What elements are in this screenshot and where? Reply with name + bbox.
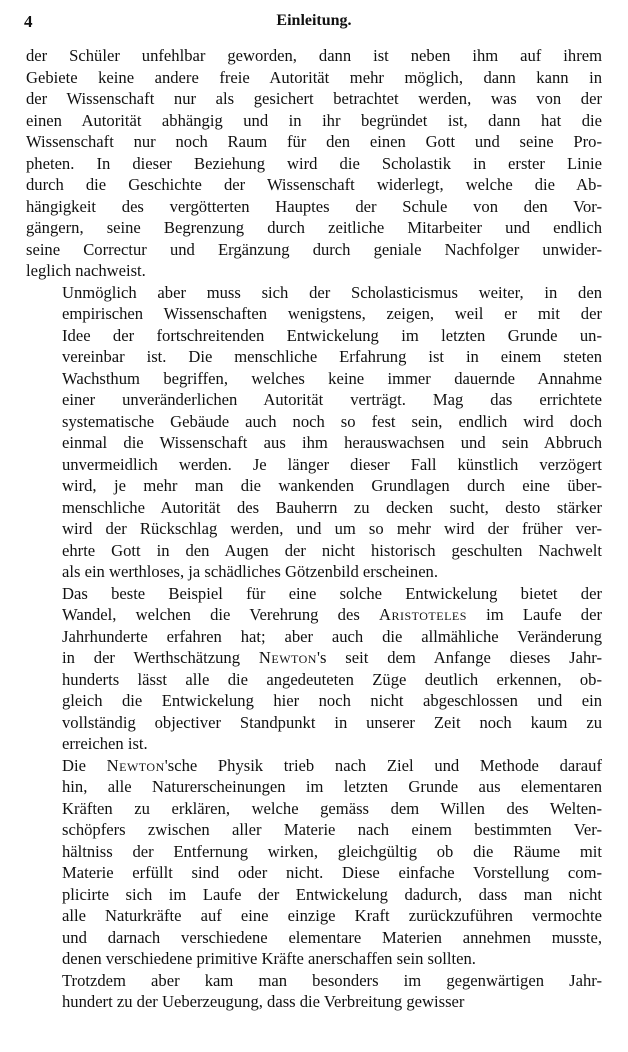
text-line [26, 131, 602, 153]
text-line [26, 303, 602, 325]
text-segment: alle Naturkräfte auf eine einzige Kraft zurückzuführen vermochte [62, 906, 602, 925]
text-segment: Gebiete keine andere freie Autorität mehr möglich, dann kann in [26, 67, 602, 87]
text-segment: in der Werthschätzung [62, 648, 259, 667]
text-line [26, 604, 602, 626]
small-caps-name: Aristoteles [379, 605, 467, 624]
text-line [26, 755, 602, 777]
text-line [26, 647, 602, 669]
text-line [26, 626, 602, 648]
body-text [26, 45, 602, 1013]
text-segment: hundert zu der Ueberzeugung, dass die Verbreitung gewisser [62, 992, 465, 1011]
small-caps-name: Newton [258, 648, 317, 667]
text-line [26, 88, 602, 110]
text-line [26, 260, 602, 282]
text-line [26, 110, 602, 132]
page-header [24, 12, 604, 34]
text-segment: wird, je mehr man die wankenden Grundlagen durch eine über- [62, 476, 602, 495]
text-line [26, 454, 602, 476]
text-line [26, 690, 602, 712]
text-segment: erreichen ist. [62, 734, 148, 753]
paragraph [26, 282, 602, 583]
text-line [26, 346, 602, 368]
text-segment: Materie erfüllt sind oder nicht. Diese einfache Vorstellung com- [62, 863, 602, 882]
text-line [26, 153, 602, 175]
text-line [26, 798, 602, 820]
text-segment: seine Correctur und Ergänzung durch geniale Nachfolger unwider- [26, 239, 602, 259]
text-segment: der Schüler unfehlbar geworden, dann ist neben ihm auf ihrem [26, 46, 602, 65]
paragraph [26, 755, 602, 970]
text-line [26, 174, 602, 196]
text-segment: unvermeidlich werden. Je länger dieser Fall künstlich verzögert [62, 454, 602, 474]
text-line [26, 432, 602, 454]
text-line [26, 561, 602, 583]
text-segment: Jahrhunderte erfahren hat; aber auch die allmähliche Veränderung [62, 626, 602, 646]
small-caps-name: Newton [106, 755, 165, 775]
text-segment: wird der Rückschlag werden, und um so mehr wird der früher ver- [62, 519, 602, 538]
text-line [26, 196, 602, 218]
text-line [26, 991, 602, 1013]
text-segment: Idee der fortschreitenden Entwickelung im letzten Grunde un- [62, 325, 602, 345]
text-line [26, 282, 602, 304]
text-segment: und darnach verschiedene elementare Materien annehmen musste, [62, 927, 602, 947]
text-line [26, 733, 602, 755]
text-segment: Wachsthum begriffen, welches keine immer dauernde Annahme [62, 368, 602, 388]
paragraph [26, 970, 602, 1013]
text-segment: ehrte Gott in den Augen der nicht historisch geschulten Nachwelt [62, 540, 602, 560]
text-segment: Wissenschaft nur noch Raum für den einen Gott und seine Pro- [26, 132, 602, 151]
text-segment: Kräften zu erklären, welche gemäss dem Willen des Welten- [62, 798, 602, 818]
text-line [26, 368, 602, 390]
text-line [26, 948, 602, 970]
text-segment: einen Autorität abhängig und in ihr begründet ist, dann hat die [26, 110, 602, 130]
text-segment: gängern, seine Begrenzung durch zeitliche Mitarbeiter und endlich [26, 218, 602, 237]
text-line [26, 927, 602, 949]
text-segment: als ein werthloses, ja schädliches Götzenbild erscheinen. [62, 562, 439, 581]
text-line [26, 841, 602, 863]
text-segment: hunderts lässt alle die angedeuteten Züge deutlich erkennen, ob- [62, 669, 602, 689]
text-line [26, 67, 602, 89]
text-segment: hältniss der Entfernung wirken, gleichgültig ob die Räume mit [62, 841, 602, 861]
text-line [26, 325, 602, 347]
text-segment: vereinbar ist. Die menschliche Erfahrung ist in einem steten [62, 347, 602, 366]
text-line [26, 905, 602, 927]
text-segment: schöpfers zwischen aller Materie nach einem bestimmten Ver- [62, 820, 602, 839]
text-line [26, 475, 602, 497]
text-line [26, 518, 602, 540]
text-segment: hin, alle Naturerscheinungen im letzten Grunde aus elementaren [62, 777, 602, 796]
text-line [26, 970, 602, 992]
text-line [26, 389, 602, 411]
text-segment: plicirte sich im Laufe der Entwickelung dadurch, dass man nicht [62, 884, 602, 904]
text-segment: durch die Geschichte der Wissenschaft widerlegt, welche die Ab- [26, 175, 602, 194]
text-segment: Unmöglich aber muss sich der Scholasticismus weiter, in den [62, 282, 602, 302]
text-segment: einmal die Wissenschaft aus ihm herauswachsen und sein Abbruch [62, 433, 602, 452]
text-segment: 's seit dem Anfange dieses Jahr- [316, 648, 602, 667]
text-segment: menschliche Autorität des Bauherrn zu decken sucht, desto stärker [62, 497, 602, 517]
text-segment: gleich die Entwickelung hier noch nicht abgeschlossen und ein [62, 691, 602, 710]
text-line [26, 497, 602, 519]
text-segment: hängigkeit des vergötterten Hauptes der Schule von den Vor- [26, 196, 602, 216]
text-segment: Wandel, welchen die Verehrung des [62, 605, 379, 624]
text-line [26, 862, 602, 884]
text-segment: Das beste Beispiel für eine solche Entwickelung bietet der [62, 583, 602, 603]
text-line [26, 819, 602, 841]
text-segment: der Wissenschaft nur als gesichert betrachtet werden, was von der [26, 89, 602, 108]
text-segment: denen verschiedene primitive Kräfte anerschaffen sein sollten. [62, 949, 476, 968]
text-segment: empirischen Wissenschaften wenigstens, zeigen, weil er mit der [62, 304, 602, 323]
text-segment: Die [62, 755, 107, 775]
text-line [26, 45, 602, 67]
text-line [26, 669, 602, 691]
text-line [26, 239, 602, 261]
text-segment: vollständig objectiver Standpunkt in unserer Zeit noch kaum zu [62, 712, 602, 732]
text-segment: einer unveränderlichen Autorität verträgt. Mag das errichtete [62, 390, 602, 409]
text-line [26, 712, 602, 734]
text-segment: leglich nachweist. [26, 261, 146, 280]
page-number: 4 [24, 12, 33, 31]
running-head: Einleitung. [276, 12, 352, 29]
text-line [26, 217, 602, 239]
paragraph [26, 583, 602, 755]
text-line [26, 411, 602, 433]
text-segment: Trotzdem aber kam man besonders im gegenwärtigen Jahr- [62, 970, 602, 990]
text-line [26, 583, 602, 605]
text-segment: systematische Gebäude auch noch so fest sein, endlich wird doch [62, 411, 602, 431]
text-line [26, 540, 602, 562]
text-line [26, 776, 602, 798]
paragraph [26, 45, 602, 282]
text-segment: pheten. In dieser Beziehung wird die Scholastik in erster Linie [26, 153, 602, 173]
text-segment: 'sche Physik trieb nach Ziel und Methode darauf [164, 755, 602, 775]
text-segment: im Laufe der [466, 605, 602, 624]
text-line [26, 884, 602, 906]
